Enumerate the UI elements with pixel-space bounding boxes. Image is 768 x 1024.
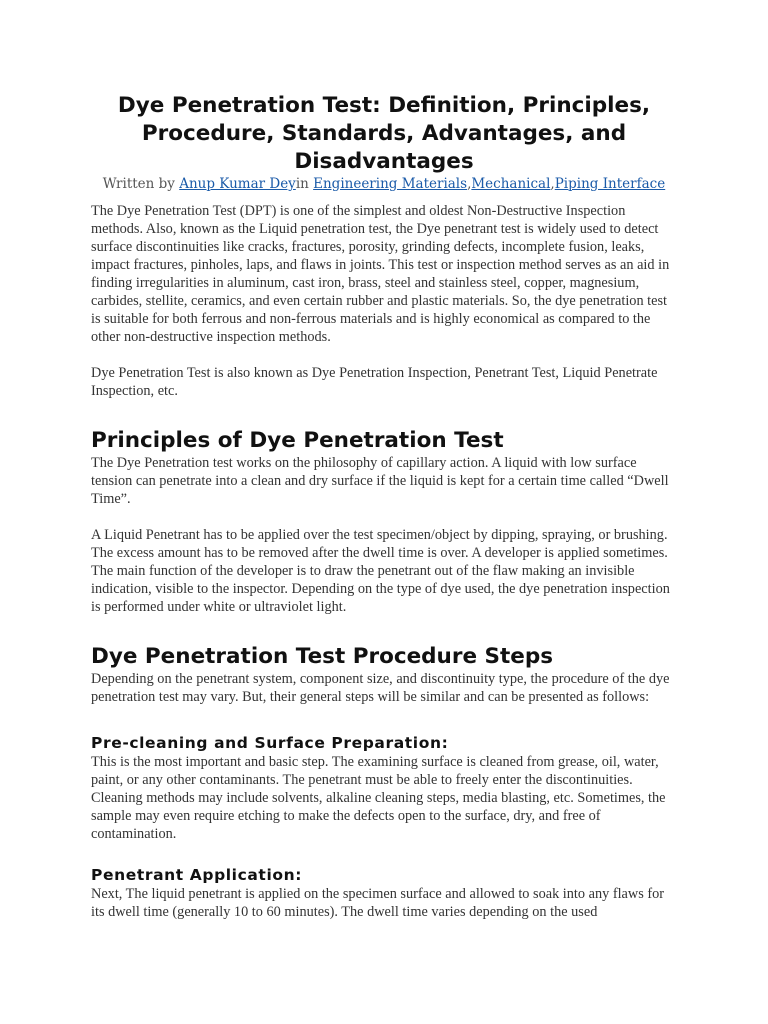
step-heading-pre-cleaning: Pre-cleaning and Surface Preparation: (91, 734, 449, 752)
step-paragraph-pre-cleaning: This is the most important and basic step. The examining surface is cleaned from grease, oil, water, paint, or any other contaminants. The penetrant must be able to freely enter the discontinuities. Cleaning methods may include solvents, alkaline cleaning steps, media blasting, etc. Sometimes, the sample may even require etching to make the defects open to the surface, dry, and free of contamination. (91, 754, 666, 842)
intro-paragraph: The Dye Penetration Test (DPT) is one of the simplest and oldest Non-Destructive Inspection methods. Also, known as the Liquid penetration test, the Dye penetrant test is widely used to detect surface discontinuities like cracks, fractures, porosity, grinding defects, incomplete fusion, leaks, impact fractures, pinholes, laps, and flaws in joints. This test or inspection method serves as an aid in finding irregularities in aluminum, cast iron, brass, steel and stainless steel, copper, magnesium, carbides, stellite, ceramics, and even certain rubber and plastic materials. So, the dye penetration test is suitable for both ferrous and non-ferrous materials and is highly economical as compared to the other non-destructive inspection methods. (91, 203, 670, 345)
article-byline (60, 174, 708, 194)
step-paragraph-penetrant-application: Next, The liquid penetrant is applied on the specimen surface and allowed to soak into any flaws for its dwell time (generally 10 to 60 minutes). The dwell time varies depending on the used (91, 886, 665, 920)
principles-paragraph: The Dye Penetration test works on the philosophy of capillary action. A liquid with low surface tension can penetrate into a clean and dry surface if the liquid is kept for a certain time called “Dwell Time”. (91, 455, 669, 507)
byline-separator: , (467, 176, 472, 192)
article-title: Dye Penetration Test: Definition, Principles, Procedure, Standards, Advantages, and Disadvantages (117, 93, 651, 174)
byline-separator: , (550, 176, 555, 192)
step-heading-penetrant-application: Penetrant Application: (91, 866, 303, 884)
article-body (91, 202, 679, 921)
category-link-piping-interface[interactable]: Piping Interface (554, 176, 666, 192)
category-link-mechanical[interactable]: Mechanical (471, 176, 551, 192)
category-link-engineering-materials[interactable]: Engineering Materials (313, 176, 468, 192)
principles-paragraph: A Liquid Penetrant has to be applied over the test specimen/object by dipping, spraying, or brushing. The excess amount has to be removed after the dwell time is over. A developer is applied sometimes. The main function of the developer is to draw the penetrant out of the flaw making an invisible indication, visible to the inspector. Depending on the type of dye used, the dye penetration inspection is performed under white or ultraviolet light. (91, 527, 670, 615)
byline-in: in (295, 176, 314, 192)
procedure-heading: Dye Penetration Test Procedure Steps (91, 644, 554, 669)
principles-heading: Principles of Dye Penetration Test (91, 428, 504, 453)
intro-paragraph: Dye Penetration Test is also known as Dye Penetration Inspection, Penetrant Test, Liquid Penetrate Inspection, etc. (91, 365, 658, 399)
author-link[interactable]: Anup Kumar Dey (179, 176, 296, 192)
procedure-intro-paragraph: Depending on the penetrant system, component size, and discontinuity type, the procedure of the dye penetration test may vary. But, their general steps will be similar and can be presented as follows: (91, 671, 670, 705)
byline-written-by: Written by (102, 176, 180, 192)
